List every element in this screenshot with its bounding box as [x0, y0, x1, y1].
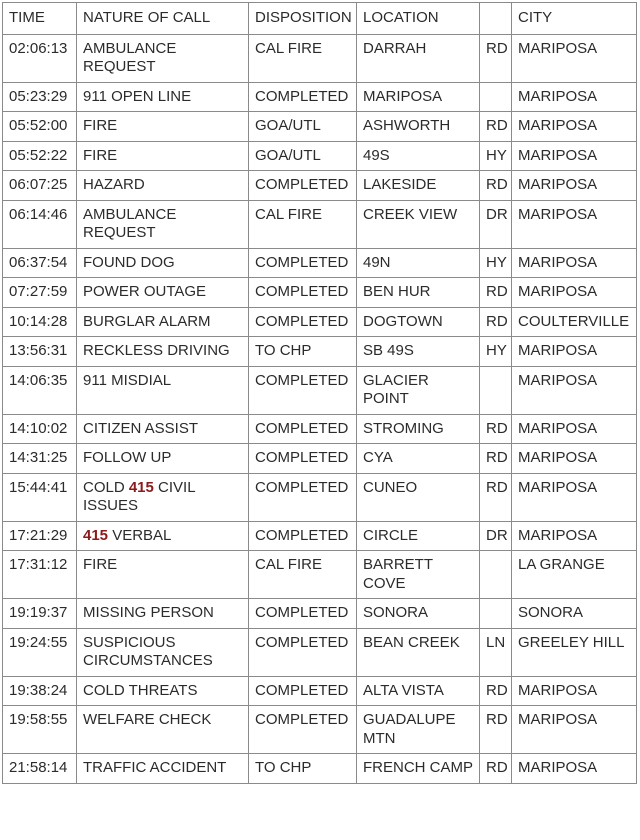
table-row — [3, 278, 637, 308]
time-cell: 05:52:22 — [3, 141, 77, 171]
nature-of-call-cell — [77, 628, 249, 676]
location-cell: BEN HUR — [357, 278, 480, 308]
nature-of-call-cell — [77, 278, 249, 308]
code-highlight: 415 — [83, 526, 109, 544]
disposition-cell: COMPLETED — [249, 444, 357, 474]
time-cell: 05:23:29 — [3, 82, 77, 112]
location-cell: MARIPOSA — [357, 82, 480, 112]
table-row — [3, 473, 637, 521]
header-location: LOCATION — [357, 3, 480, 35]
location-cell: DOGTOWN — [357, 307, 480, 337]
location-cell: SB 49S — [357, 337, 480, 367]
nature-of-call-cell — [77, 676, 249, 706]
city-cell: MARIPOSA — [512, 34, 637, 82]
street-suffix-cell: RD — [480, 307, 512, 337]
location-cell: GLACIER POINT — [357, 366, 480, 414]
header-disposition: DISPOSITION — [249, 3, 357, 35]
disposition-cell: COMPLETED — [249, 676, 357, 706]
table-row — [3, 676, 637, 706]
disposition-cell: CAL FIRE — [249, 200, 357, 248]
table-row — [3, 628, 637, 676]
table-row — [3, 141, 637, 171]
city-cell: GREELEY HILL — [512, 628, 637, 676]
street-suffix-cell: LN — [480, 628, 512, 676]
street-suffix-cell: RD — [480, 676, 512, 706]
location-cell: BEAN CREEK — [357, 628, 480, 676]
nature-text: FIRE — [83, 556, 118, 573]
time-cell: 06:14:46 — [3, 200, 77, 248]
location-cell: GUADALUPE MTN — [357, 706, 480, 754]
city-cell: MARIPOSA — [512, 414, 637, 444]
street-suffix-cell — [480, 551, 512, 599]
disposition-cell: COMPLETED — [249, 414, 357, 444]
disposition-cell: GOA/UTL — [249, 141, 357, 171]
nature-of-call-cell — [77, 366, 249, 414]
nature-text: COLD — [83, 478, 129, 496]
street-suffix-cell: RD — [480, 278, 512, 308]
table-row — [3, 112, 637, 142]
street-suffix-cell: DR — [480, 200, 512, 248]
time-cell: 15:44:41 — [3, 473, 77, 521]
nature-text: WELFARE CHECK — [83, 711, 212, 728]
street-suffix-cell: HY — [480, 141, 512, 171]
city-cell: SONORA — [512, 599, 637, 629]
street-suffix-cell: RD — [480, 414, 512, 444]
time-cell: 10:14:28 — [3, 307, 77, 337]
disposition-cell: TO CHP — [249, 754, 357, 784]
location-cell: CREEK VIEW — [357, 200, 480, 248]
nature-text: FOUND DOG — [83, 253, 175, 271]
street-suffix-cell: RD — [480, 754, 512, 784]
time-cell: 17:31:12 — [3, 551, 77, 599]
disposition-cell: CAL FIRE — [249, 34, 357, 82]
table-row — [3, 444, 637, 474]
table-row — [3, 200, 637, 248]
street-suffix-cell: HY — [480, 337, 512, 367]
nature-of-call-cell — [77, 599, 249, 629]
street-suffix-cell: HY — [480, 248, 512, 278]
nature-text: AMBULANCE REQUEST — [83, 205, 177, 241]
table-row — [3, 706, 637, 754]
time-cell: 06:07:25 — [3, 171, 77, 201]
nature-text: 911 OPEN LINE — [83, 87, 192, 105]
nature-of-call-cell — [77, 200, 249, 248]
city-cell: MARIPOSA — [512, 521, 637, 551]
city-cell: MARIPOSA — [512, 754, 637, 784]
time-cell: 14:31:25 — [3, 444, 77, 474]
nature-text: FIRE — [83, 146, 118, 164]
city-cell: MARIPOSA — [512, 248, 637, 278]
city-cell: MARIPOSA — [512, 706, 637, 754]
street-suffix-cell: RD — [480, 34, 512, 82]
location-cell: CUNEO — [357, 473, 480, 521]
nature-of-call-cell — [77, 444, 249, 474]
city-cell: MARIPOSA — [512, 366, 637, 414]
time-cell: 02:06:13 — [3, 34, 77, 82]
nature-text: BURGLAR ALARM — [83, 312, 211, 330]
location-cell: FRENCH CAMP — [357, 754, 480, 784]
disposition-cell: COMPLETED — [249, 599, 357, 629]
table-row — [3, 599, 637, 629]
nature-of-call-cell — [77, 171, 249, 201]
disposition-cell: COMPLETED — [249, 82, 357, 112]
nature-of-call-cell — [77, 337, 249, 367]
call-log-table — [2, 2, 637, 784]
disposition-cell: COMPLETED — [249, 171, 357, 201]
table-row — [3, 414, 637, 444]
nature-of-call-cell — [77, 248, 249, 278]
street-suffix-cell: RD — [480, 112, 512, 142]
location-cell: 49S — [357, 141, 480, 171]
nature-text: 911 MISDIAL — [83, 371, 172, 389]
disposition-cell: COMPLETED — [249, 307, 357, 337]
city-cell: MARIPOSA — [512, 444, 637, 474]
table-row — [3, 171, 637, 201]
nature-text: COLD THREATS — [83, 681, 198, 699]
time-cell: 14:10:02 — [3, 414, 77, 444]
header-row — [3, 3, 637, 35]
street-suffix-cell: RD — [480, 171, 512, 201]
nature-text: TRAFFIC ACCIDENT — [83, 759, 227, 776]
city-cell: MARIPOSA — [512, 676, 637, 706]
city-cell: MARIPOSA — [512, 200, 637, 248]
street-suffix-cell — [480, 82, 512, 112]
time-cell: 14:06:35 — [3, 366, 77, 414]
location-cell: BARRETT COVE — [357, 551, 480, 599]
time-cell: 19:19:37 — [3, 599, 77, 629]
disposition-cell: COMPLETED — [249, 521, 357, 551]
street-suffix-cell — [480, 366, 512, 414]
nature-of-call-cell — [77, 307, 249, 337]
time-cell: 13:56:31 — [3, 337, 77, 367]
city-cell: COULTERVILLE — [512, 307, 637, 337]
location-cell: CIRCLE — [357, 521, 480, 551]
nature-of-call-cell — [77, 521, 249, 551]
table-row — [3, 551, 637, 599]
street-suffix-cell — [480, 599, 512, 629]
disposition-cell: CAL FIRE — [249, 551, 357, 599]
table-row — [3, 307, 637, 337]
street-suffix-cell: RD — [480, 706, 512, 754]
city-cell: MARIPOSA — [512, 141, 637, 171]
city-cell: MARIPOSA — [512, 112, 637, 142]
time-cell: 07:27:59 — [3, 278, 77, 308]
nature-of-call-cell — [77, 473, 249, 521]
location-cell: STROMING — [357, 414, 480, 444]
disposition-cell: COMPLETED — [249, 706, 357, 754]
table-body — [3, 34, 637, 783]
nature-of-call-cell — [77, 551, 249, 599]
table-row — [3, 34, 637, 82]
table-row — [3, 366, 637, 414]
header-time: TIME — [3, 3, 77, 35]
time-cell: 19:38:24 — [3, 676, 77, 706]
disposition-cell: COMPLETED — [249, 628, 357, 676]
time-cell: 05:52:00 — [3, 112, 77, 142]
disposition-cell: COMPLETED — [249, 278, 357, 308]
nature-text: CIVIL ISSUES — [83, 478, 196, 514]
street-suffix-cell: RD — [480, 473, 512, 521]
nature-text: MISSING PERSON — [83, 604, 214, 621]
nature-text: VERBAL — [108, 526, 172, 544]
disposition-cell: COMPLETED — [249, 473, 357, 521]
disposition-cell: COMPLETED — [249, 366, 357, 414]
disposition-cell: TO CHP — [249, 337, 357, 367]
city-cell: MARIPOSA — [512, 473, 637, 521]
disposition-cell: COMPLETED — [249, 248, 357, 278]
nature-text: POWER OUTAGE — [83, 283, 207, 300]
table-row — [3, 521, 637, 551]
table-header — [3, 3, 637, 35]
header-city: CITY — [512, 3, 637, 35]
nature-text: RECKLESS DRIVING — [83, 342, 230, 359]
nature-text: CITIZEN ASSIST — [83, 419, 199, 437]
header-street-suffix — [480, 3, 512, 35]
city-cell: LA GRANGE — [512, 551, 637, 599]
city-cell: MARIPOSA — [512, 82, 637, 112]
nature-of-call-cell — [77, 141, 249, 171]
time-cell: 17:21:29 — [3, 521, 77, 551]
header-nature-of-call: NATURE OF CALL — [77, 3, 249, 35]
table-row — [3, 754, 637, 784]
disposition-cell: GOA/UTL — [249, 112, 357, 142]
location-cell: SONORA — [357, 599, 480, 629]
city-cell: MARIPOSA — [512, 278, 637, 308]
nature-of-call-cell — [77, 706, 249, 754]
time-cell: 21:58:14 — [3, 754, 77, 784]
street-suffix-cell: DR — [480, 521, 512, 551]
location-cell: ASHWORTH — [357, 112, 480, 142]
nature-of-call-cell — [77, 754, 249, 784]
nature-text: FOLLOW UP — [83, 449, 172, 466]
nature-text: AMBULANCE REQUEST — [83, 39, 177, 75]
table-row — [3, 248, 637, 278]
city-cell: MARIPOSA — [512, 337, 637, 367]
location-cell: CYA — [357, 444, 480, 474]
location-cell: ALTA VISTA — [357, 676, 480, 706]
time-cell: 19:24:55 — [3, 628, 77, 676]
location-cell: DARRAH — [357, 34, 480, 82]
nature-of-call-cell — [77, 34, 249, 82]
street-suffix-cell: RD — [480, 444, 512, 474]
nature-text: HAZARD — [83, 176, 145, 193]
table-row — [3, 82, 637, 112]
time-cell: 19:58:55 — [3, 706, 77, 754]
code-highlight: 415 — [128, 478, 154, 496]
time-cell: 06:37:54 — [3, 248, 77, 278]
nature-text: FIRE — [83, 117, 118, 134]
location-cell: LAKESIDE — [357, 171, 480, 201]
location-cell: 49N — [357, 248, 480, 278]
nature-text: SUSPICIOUS CIRCUMSTANCES — [83, 633, 213, 669]
table-row — [3, 337, 637, 367]
nature-of-call-cell — [77, 112, 249, 142]
city-cell: MARIPOSA — [512, 171, 637, 201]
nature-of-call-cell — [77, 414, 249, 444]
nature-of-call-cell — [77, 82, 249, 112]
